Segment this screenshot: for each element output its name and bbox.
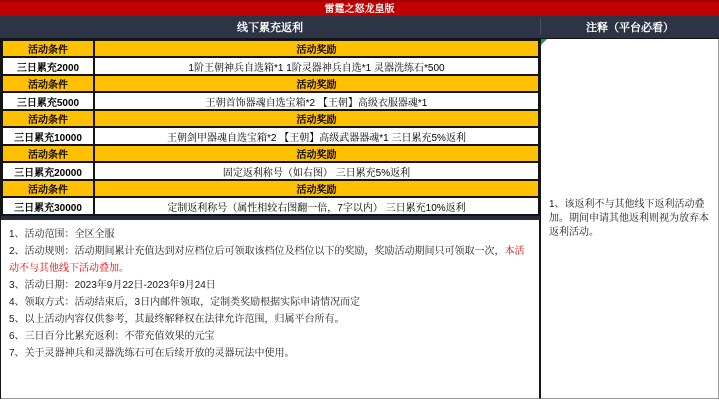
condition-cell: 三日累充30000 [2, 197, 94, 215]
reward-header-cell: 活动奖励 [94, 110, 539, 127]
annotation-text: 1、该返利不与其他线下返利活动叠加。期间申请其他返利则视为放弃本返利活动。 [549, 198, 709, 238]
rebate-tier-table [1, 39, 540, 216]
note-line-5 [9, 311, 531, 328]
rules-notes [1, 220, 540, 399]
tier-row [2, 92, 539, 110]
note-line-1 [9, 226, 531, 243]
condition-header-cell: 活动条件 [2, 145, 94, 162]
note-line-7 [9, 345, 531, 362]
note-line-6 [9, 328, 531, 345]
note-text: 4、领取方式：活动结束后，3日内邮件领取，定制类奖励根据实际申请情况而定 [9, 297, 361, 308]
condition-header-cell: 活动条件 [2, 75, 94, 92]
sheet-body [0, 39, 719, 399]
condition-header-cell: 活动条件 [2, 110, 94, 127]
tier-row [2, 127, 539, 145]
note-text: 2、活动规则：活动期间累计充值达到对应档位后可领取该档位及档位以下的奖励，奖励活动期间只可领取一次， [9, 246, 505, 257]
condition-header-cell: 活动条件 [2, 180, 94, 197]
reward-cell: 王朝首饰器魂自选宝箱*2 【王朝】高级衣服器魂*1 [94, 92, 539, 110]
reward-header-cell: 活动奖励 [94, 40, 539, 57]
note-line-3 [9, 277, 531, 294]
section-header-rebate: 线下累充返利 [237, 22, 303, 34]
cell-flag-icon [541, 39, 547, 45]
condition-cell: 三日累充2000 [2, 57, 94, 75]
condition-cell: 三日累充10000 [2, 127, 94, 145]
tier-header-row [2, 110, 539, 127]
tier-header-row [2, 75, 539, 92]
tier-header-row [2, 180, 539, 197]
tier-row [2, 197, 539, 215]
section-header-annotation: 注释（平台必看） [540, 19, 719, 35]
annotation-panel [540, 39, 719, 399]
reward-header-cell: 活动奖励 [94, 145, 539, 162]
tier-row [2, 162, 539, 180]
page-title: 雷霆之怒龙皇版 [0, 0, 719, 16]
condition-header-cell: 活动条件 [2, 40, 94, 57]
reward-header-cell: 活动奖励 [94, 180, 539, 197]
reward-cell: 王朝剑甲器魂自选宝箱*2 【王朝】高级武器器魂*1 三日累充5%返利 [94, 127, 539, 145]
tier-row [2, 57, 539, 75]
tier-header-row [2, 40, 539, 57]
note-text: 5、以上活动内容仅供参考，其最终解释权在法律允许范围，归属平台所有。 [9, 314, 345, 325]
condition-cell: 三日累充20000 [2, 162, 94, 180]
note-text: 6、三日百分比累充返利：不带充值效果的元宝 [9, 331, 215, 342]
reward-header-cell: 活动奖励 [94, 75, 539, 92]
note-text: 1、活动范围：全区全服 [9, 229, 115, 240]
note-text-highlight: 本活动不与其他线下活动叠加。 [9, 246, 525, 274]
note-line-4 [9, 294, 531, 311]
reward-cell: 1阶王朝神兵自选箱*1 1阶灵器神兵自选*1 灵器洗练石*500 [94, 57, 539, 75]
note-line-2 [9, 243, 531, 277]
reward-cell: 定制返利称号（属性相较右图翻一倍，7字以内） 三日累充10%返利 [94, 197, 539, 215]
note-text: 7、关于灵器神兵和灵器洗练石可在后续开放的灵器玩法中使用。 [9, 348, 295, 359]
rebate-table-panel [0, 39, 540, 399]
note-text: 3、活动日期：2023年9月22日-2023年9月24日 [9, 280, 216, 291]
condition-cell: 三日累充5000 [2, 92, 94, 110]
reward-cell: 固定返利称号（如右图） 三日累充5%返利 [94, 162, 539, 180]
section-header-row [0, 16, 719, 39]
tier-header-row [2, 145, 539, 162]
